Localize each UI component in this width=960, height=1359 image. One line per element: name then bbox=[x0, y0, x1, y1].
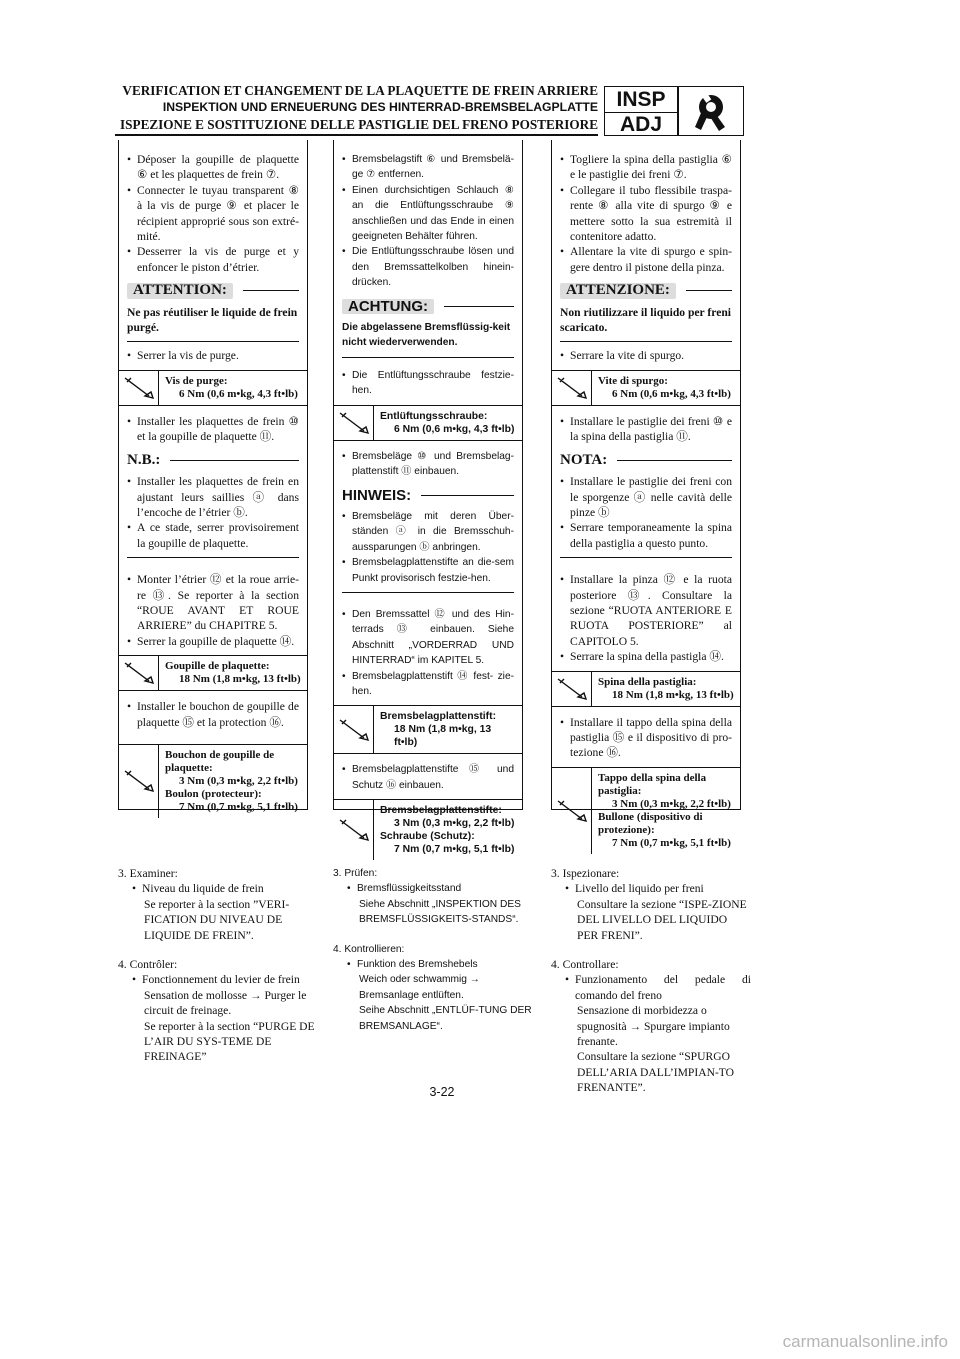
note-label: N.B.: bbox=[127, 451, 161, 468]
list-item: • Serrer la goupille de plaquette ⑭. bbox=[127, 634, 299, 649]
list-item: • Togliere la spina della pastiglia ⑥ e le pastiglie dei freni ⑦. bbox=[560, 152, 732, 183]
list-item: • Monter l’étrier ⑫ et la roue arrie-re ⑬. Se reporter à la section “ROUE AVANT ET ROUE ARRIERE” du CHAPITRE 5. bbox=[127, 572, 299, 634]
title-fr: VERIFICATION ET CHANGEMENT DE LA PLAQUETTE DE FREIN ARRIERE bbox=[122, 83, 598, 98]
list-item: • Einen durchsichtigen Schlauch ⑧ an die Entlüftungsschraube ⑨ anschließen und das Ende in einen geeigneten Behälter führen. bbox=[342, 183, 514, 245]
list-item: • Déposer la goupille de plaquette ⑥ et les plaquettes de frein ⑦. bbox=[127, 152, 299, 183]
list-item: • Bremsbelagstift ⑥ und Bremsbelä-ge ⑦ entfernen. bbox=[342, 152, 514, 183]
list-item: • Connecter le tuyau transparent ⑧ à la vis de purge ⑨ et placer le récipient approprié sous son extré-mité. bbox=[127, 183, 299, 245]
note-box bbox=[127, 453, 299, 558]
list-item: • Installare la pinza ⑫ e la ruota posteriore ⑬. Consultare la sezione “RUOTA ANTERIORE E RUOTA POSTERIORE” al CAPITOLO 5. bbox=[560, 572, 732, 649]
header-rule bbox=[115, 134, 598, 136]
list-item: • Installare le pastiglie dei freni ⑩ e la spina della pastiglia ⑪. bbox=[560, 414, 732, 445]
title-it: ISPEZIONE E SOSTITUZIONE DELLE PASTIGLIE DEL FRENO POSTERIORE bbox=[120, 117, 598, 132]
column-de bbox=[333, 140, 523, 856]
torque-box: Vis de purge: 6 Nm (0,6 m•kg, 4,3 ft•lb) bbox=[119, 370, 307, 406]
torque-box: Tappo della spina della pastiglia: 3 Nm (0,3 m•kg, 2,2 ft•lb) Bullone (dispositivo di protezione): 7 Nm (0,7 m•kg, 5,1 ft•lb) bbox=[552, 767, 740, 854]
caution-text: Die abgelassene Bremsflüssig-keit nicht wiederverwenden. bbox=[342, 320, 514, 358]
note-box bbox=[560, 453, 732, 558]
list-item: • Serrare temporaneamente la spina della pastiglia a questo punto. bbox=[560, 520, 732, 551]
list-item: • Bremsbelagplattenstifte an die-sem Punkt provisorisch festzie-hen. bbox=[342, 555, 514, 586]
title-de: INSPEKTION UND ERNEUERUNG DES HINTERRAD-BREMSBELAGPLATTE bbox=[162, 100, 598, 114]
torque-box: Bremsbelagplattenstifte: 3 Nm (0,3 m•kg, 2,2 ft•lb) Schraube (Schutz): 7 Nm (0,7 m•kg, 5,1 ft•lb) bbox=[334, 799, 522, 860]
torque-box: Entlüftungsschraube: 6 Nm (0,6 m•kg, 4,3 ft•lb) bbox=[334, 405, 522, 441]
list-item: • A ce stade, serrer provisoirement la goupille de plaquette. bbox=[127, 520, 299, 551]
torque-wrench-icon bbox=[334, 706, 374, 753]
list-item: • Collegare il tubo flessibile traspa-rente ⑧ alla vite di spurgo ⑨ e mettere sotto la sua estremità il contenitore adatto. bbox=[560, 183, 732, 245]
bottom-it: 3. Ispezionare: • Livello del liquido per freni Consultare la sezione “ISPE-ZIONE DEL LIVELLO DEL LIQUIDO PER FRENI”. 4. Controllare: • Funzionamento del pedale di comando del freno Sensazione di morbidezza o spugnosità → Spurgare impianto frenante. Consultare la sezione “SPURGO DELL’ARIA DALL’IMPIAN-TO FRENANTE”. bbox=[551, 866, 751, 1110]
caution-box bbox=[342, 299, 514, 358]
column-fr bbox=[118, 140, 308, 813]
list-item: • Bremsbelagplattenstifte ⑮ und Schutz ⑯ einbauen. bbox=[342, 762, 514, 793]
list-item: • Installer le bouchon de goupille de plaquette ⑮ et la protection ⑯. bbox=[127, 699, 299, 730]
torque-wrench-icon bbox=[119, 656, 159, 690]
list-item: • Den Bremssattel ⑫ und des Hin-terrads ⑬ einbauen. Siehe Abschnitt „VORDERRAD UND HINTERRAD“ im KAPITEL 5. bbox=[342, 607, 514, 669]
caution-label: ATTENTION: bbox=[127, 283, 233, 298]
bottom-de: 3. Prüfen: • Bremsflüssigkeitsstand Siehe Abschnitt „INSPEKTION DES BREMSFLÜSSIGKEITS-STANDS“. 4. Kontrollieren: • Funktion des Bremshebels Weich oder schwammig → Bremsanlage entlüften. Seihe Abschnitt „ENTLÜF-TUNG DER BREMSANLAGE“. bbox=[333, 866, 533, 1048]
caution-label: ACHTUNG: bbox=[342, 299, 434, 314]
list-item: • Die Entlüftungsschraube festzie-hen. bbox=[342, 368, 514, 399]
list-item: • Bremsbelagplattenstift ⑭ fest- zie-hen. bbox=[342, 669, 514, 700]
list-item: • Installer les plaquettes de frein en ajustant leurs saillies ⓐ dans l’encoche de l’étrier ⓑ. bbox=[127, 474, 299, 520]
torque-box: Spina della pastiglia: 18 Nm (1,8 m•kg, 13 ft•lb) bbox=[552, 671, 740, 707]
torque-wrench-icon bbox=[119, 745, 159, 818]
list-item: • Serrare la spina della pastigla ⑭. bbox=[560, 649, 732, 664]
section-badge bbox=[604, 86, 744, 136]
list-item: • Serrare la vite di spurgo. bbox=[560, 348, 732, 363]
list-item: • Bremsbeläge ⑩ und Bremsbelag-plattenstift ⑪ einbauen. bbox=[342, 449, 514, 480]
bottom-fr: 3. Examiner: • Niveau du liquide de frein Se reporter à la section ”VERI-FICATION DU NIVEAU DE LIQUIDE DE FREIN”. 4. Contrôler: • Fonctionnement du levier de frein Sensation de mollosse → Purger le circuit de freinage. Se reporter à la section “PURGE DE L’AIR DU SYS-TEME DE FREINAGE” bbox=[118, 866, 318, 1079]
torque-box: Vite di spurgo: 6 Nm (0,6 m•kg, 4,3 ft•lb) bbox=[552, 370, 740, 406]
note-label: HINWEIS: bbox=[342, 486, 412, 504]
caution-box bbox=[127, 283, 299, 342]
page-number: 3-22 bbox=[429, 1085, 455, 1099]
badge-insp: INSP bbox=[605, 87, 677, 113]
list-item: • Serrer la vis de purge. bbox=[127, 348, 299, 363]
torque-wrench-icon bbox=[552, 672, 592, 706]
caution-box bbox=[560, 283, 732, 342]
torque-wrench-icon bbox=[334, 406, 374, 440]
wrench-icon bbox=[679, 87, 743, 135]
watermark: carmanualsonline.info bbox=[782, 1332, 948, 1351]
badge-adj: ADJ bbox=[619, 113, 662, 136]
torque-wrench-icon bbox=[552, 768, 592, 854]
note-label: NOTA: bbox=[560, 451, 608, 468]
page-header bbox=[120, 82, 598, 133]
list-item: • Desserrer la vis de purge et y enfoncer le piston d’étrier. bbox=[127, 244, 299, 275]
torque-box: Bremsbelagplattenstift: 18 Nm (1,8 m•kg, 13 ft•lb) bbox=[334, 705, 522, 754]
torque-box: Goupille de plaquette: 18 Nm (1,8 m•kg, 13 ft•lb) bbox=[119, 655, 307, 691]
list-item: • Die Entlüftungsschraube lösen und den Bremssattelkolben hinein-drücken. bbox=[342, 244, 514, 290]
list-item: • Installare il tappo della spina della pastiglia ⑮ e il dispositivo di pro-tezione ⑯. bbox=[560, 715, 732, 761]
caution-text: Non riutilizzare il liquido per freni scaricato. bbox=[560, 305, 732, 343]
torque-box: Bouchon de goupille de plaquette: 3 Nm (0,3 m•kg, 2,2 ft•lb) Boulon (protecteur): 7 Nm (0,7 m•kg, 5,1 ft•lb) bbox=[119, 744, 307, 818]
column-it bbox=[551, 140, 741, 849]
list-item: • Installare le pastiglie dei freni con le sporgenze ⓐ nelle cavità delle pinze ⓑ bbox=[560, 474, 732, 520]
list-item: • Installer les plaquettes de frein ⑩ et la goupille de plaquette ⑪. bbox=[127, 414, 299, 445]
caution-text: Ne pas réutiliser le liquide de frein purgé. bbox=[127, 305, 299, 343]
torque-wrench-icon bbox=[334, 800, 374, 860]
caution-label: ATTENZIONE: bbox=[560, 283, 676, 298]
torque-wrench-icon bbox=[552, 371, 592, 405]
list-item: • Allentare la vite di spurgo e spin-gere dentro il pistone della pinza. bbox=[560, 244, 732, 275]
note-box bbox=[342, 488, 514, 593]
list-item: • Bremsbeläge mit deren Über-ständen ⓐ in die Bremsschuh-aussparungen ⓑ anbringen. bbox=[342, 509, 514, 555]
torque-wrench-icon bbox=[119, 371, 159, 405]
